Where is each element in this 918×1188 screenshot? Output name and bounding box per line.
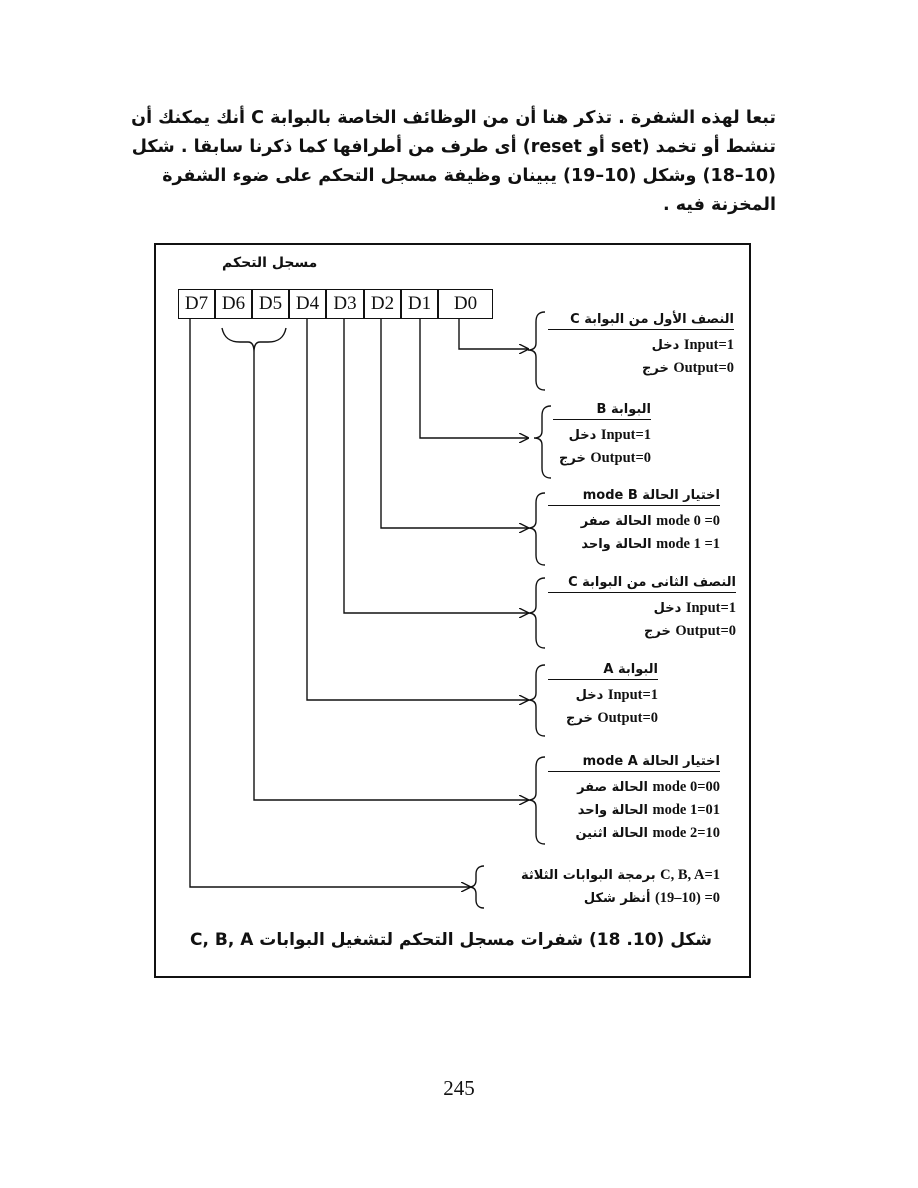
group-row: 0=Output خرج bbox=[643, 623, 736, 639]
bit-cell-d2: D2 bbox=[364, 289, 401, 319]
group-row: 1=Input دخل bbox=[653, 600, 736, 616]
bit-cell-d0: D0 bbox=[438, 289, 493, 319]
group-row: 0=Output خرج bbox=[558, 450, 651, 466]
group-row: 1=Input دخل bbox=[575, 687, 658, 703]
group-row: 10=mode 2 الحالة اثنين bbox=[575, 825, 720, 841]
page-number: 245 bbox=[443, 1076, 475, 1100]
bit-cell-d1: D1 bbox=[401, 289, 438, 319]
group-row: 01=mode 1 الحالة واحد bbox=[577, 802, 720, 818]
figure-caption: شكل (10. 18) شفرات مسجل التحكم لتشغيل البوابات C, B, A bbox=[190, 930, 712, 950]
group-header: البوابة B bbox=[553, 402, 651, 420]
bit-cell-d7: D7 bbox=[178, 289, 215, 319]
bit-cell-d6: D6 bbox=[215, 289, 252, 319]
paragraph-line: المخزنة فيه . bbox=[662, 195, 776, 215]
group-row: 1= mode 1 الحالة واحد bbox=[581, 536, 720, 552]
group-header: اختيار الحالة mode B bbox=[548, 488, 720, 506]
register-title: مسجل التحكم bbox=[222, 255, 318, 271]
group-row: 0= mode 0 الحالة صفر bbox=[580, 513, 720, 529]
group-d3-port-c-upper bbox=[548, 575, 736, 643]
group-row: 0=Output خرج bbox=[565, 710, 658, 726]
group-row: 0=Output خرج bbox=[641, 360, 734, 376]
bit-cell-d3: D3 bbox=[326, 289, 364, 319]
group-d7-mode-set bbox=[486, 864, 720, 910]
group-row: 1=Input دخل bbox=[651, 337, 734, 353]
group-header: النصف الثانى من البوابة C bbox=[548, 575, 736, 593]
group-row: 0= (10–19) أنظر شكل bbox=[583, 890, 720, 906]
paragraph-line: تنشط أو تخمد (set أو reset) أى طرف من أطرافها كما ذكرنا سابقا . شكل bbox=[131, 137, 776, 157]
group-header: اختيار الحالة mode A bbox=[548, 754, 720, 772]
bit-cell-d5: D5 bbox=[252, 289, 289, 319]
group-row: 1=Input دخل bbox=[568, 427, 651, 443]
paragraph-line: تبعا لهذه الشفرة . تذكر هنا أن من الوظائف الخاصة بالبوابة C أنك يمكنك أن bbox=[131, 108, 776, 128]
group-d2-mode-b bbox=[548, 488, 720, 556]
group-d6-d5-mode-a bbox=[548, 754, 720, 845]
group-row: 00=mode 0 الحالة صفر bbox=[577, 779, 720, 795]
group-row: 1=C, B, A برمجة البوابات الثلاثة bbox=[520, 867, 720, 883]
group-d4-port-a bbox=[548, 662, 658, 730]
group-d0-port-c-lower bbox=[548, 312, 734, 380]
paragraph-line: (10–18) وشكل (10–19) يبينان وظيفة مسجل التحكم على ضوء الشفرة bbox=[162, 166, 776, 186]
group-header: البوابة A bbox=[548, 662, 658, 680]
group-header: النصف الأول من البوابة C bbox=[548, 312, 734, 330]
group-d1-port-b bbox=[553, 402, 651, 470]
bit-cell-d4: D4 bbox=[289, 289, 326, 319]
